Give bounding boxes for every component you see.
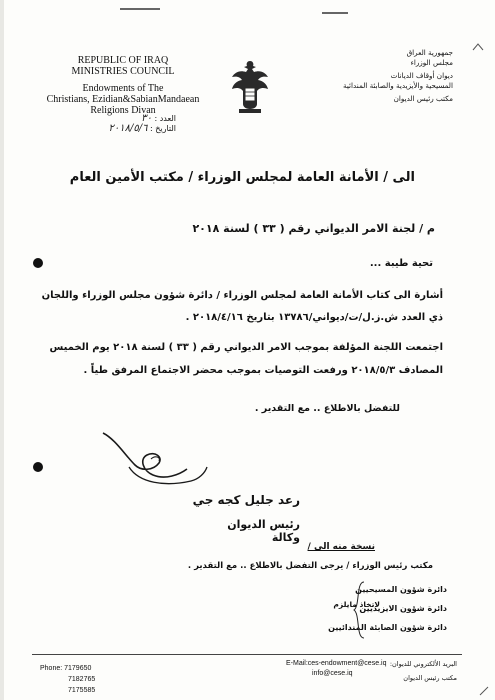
- footer-ar-office: مكتب رئيس الديوان: [403, 674, 457, 682]
- number-value: ٣٠: [141, 113, 152, 124]
- footer-phones: [40, 663, 95, 696]
- copy-recipient: دائرة شؤون المسيحيين: [355, 585, 447, 594]
- signatory-name: رعد جليل كجه جي: [192, 493, 300, 507]
- letterhead-ar-line: ديوان أوقاف الديانات: [390, 71, 453, 80]
- paragraph-meeting: [23, 336, 443, 382]
- letterhead-ar-line: مكتب رئيس الديوان: [393, 94, 453, 103]
- corner-mark: [472, 42, 484, 52]
- addressee: الى / الأمانة العامة لمجلس الوزراء / مكتب الأمين العام: [69, 170, 415, 185]
- letterhead-ar-line: المسيحية والأيزيدية والصابئة المندائية: [342, 81, 453, 90]
- brace-bracket: [350, 580, 368, 640]
- copy-action-note: لاتخاذ مايلزم: [333, 600, 380, 609]
- number-label: العدد :: [154, 114, 176, 123]
- letterhead-arabic: [273, 48, 453, 104]
- letterhead-en-line: MINISTRIES COUNCIL: [71, 66, 175, 77]
- copy-recipient: دائرة شؤون الايزيديين: [359, 604, 447, 613]
- reference-number-date: [58, 114, 176, 134]
- paragraph-line: اجتمعت اللجنة المؤلفة بموجب الامر الديواني رقم ( ٣٣ ) لسنة ٢٠١٨ يوم الخميس: [49, 342, 443, 353]
- phone-number: 7175585: [68, 687, 96, 694]
- phone-number: Phone: 7179650: [40, 665, 92, 672]
- corner-mark: [478, 685, 490, 697]
- scan-edge: [0, 0, 4, 700]
- letterhead-en-line: Endowments of The: [82, 83, 164, 94]
- subject-line: م / لجنة الامر الديواني رقم ( ٣٣ ) لسنة ٢٠١٨: [192, 222, 435, 235]
- closing-line: للتفضل بالاطلاع .. مع التقدير .: [254, 403, 400, 414]
- letterhead-en-line: Christians, Ezidian&SabianMandaean: [46, 94, 200, 105]
- greeting: تحية طيبة ...: [369, 258, 433, 269]
- footer-divider: [32, 654, 462, 655]
- iraq-eagle-emblem-icon: [230, 58, 270, 114]
- signatory-title: رئيس الديوان وكالة: [227, 518, 300, 544]
- paragraph-line: أشارة الى كتاب الأمانة العامة لمجلس الوزراء / دائرة شؤون مجلس الوزراء واللجان: [41, 290, 443, 301]
- copy-recipient: مكتب رئيس الوزراء / يرجى التفضل بالاطلاع .. مع التقدير .: [187, 561, 433, 571]
- letterhead-en-line: Religions Divan: [90, 105, 156, 116]
- date-label: التاريخ :: [149, 124, 176, 133]
- handwritten-signature: [95, 425, 215, 495]
- copy-recipient: دائرة شؤون الصابئة المندائيين: [328, 623, 447, 632]
- date-value: ٢٠١٨/٥/٦: [108, 123, 148, 134]
- footer-ar-email-label: البريد الألكتروني للديوان:: [389, 660, 457, 668]
- letterhead-ar-line: جمهورية العراق: [406, 48, 453, 57]
- copies-heading: نسخة منه الى /: [307, 542, 375, 552]
- email-address: info@cese.iq: [312, 670, 353, 677]
- letterhead-english: [38, 55, 208, 116]
- email-address: E-Mail:ces-endowment@cese.iq: [286, 660, 387, 667]
- letterhead-en-line: REPUBLIC OF IRAQ: [77, 55, 169, 66]
- punch-hole: [33, 258, 43, 268]
- paragraph-line: المصادف ٢٠١٨/٥/٣ ورفعت التوصيات بموجب محضر الاجتماع المرفق طياً .: [83, 365, 443, 376]
- paragraph-reference: [23, 285, 443, 329]
- scan-mark: [322, 12, 348, 14]
- footer-arabic: [347, 657, 457, 685]
- letterhead-ar-line: مجلس الوزراء: [410, 58, 453, 67]
- punch-hole: [33, 462, 43, 472]
- scan-mark: [120, 8, 160, 10]
- phone-number: 7182765: [68, 676, 96, 683]
- paragraph-line: ذي العدد ش.ز.ل/ت/ديواني/١٣٧٨٦ بتاريخ ٢٠١٨/٤/١٦ .: [185, 312, 443, 323]
